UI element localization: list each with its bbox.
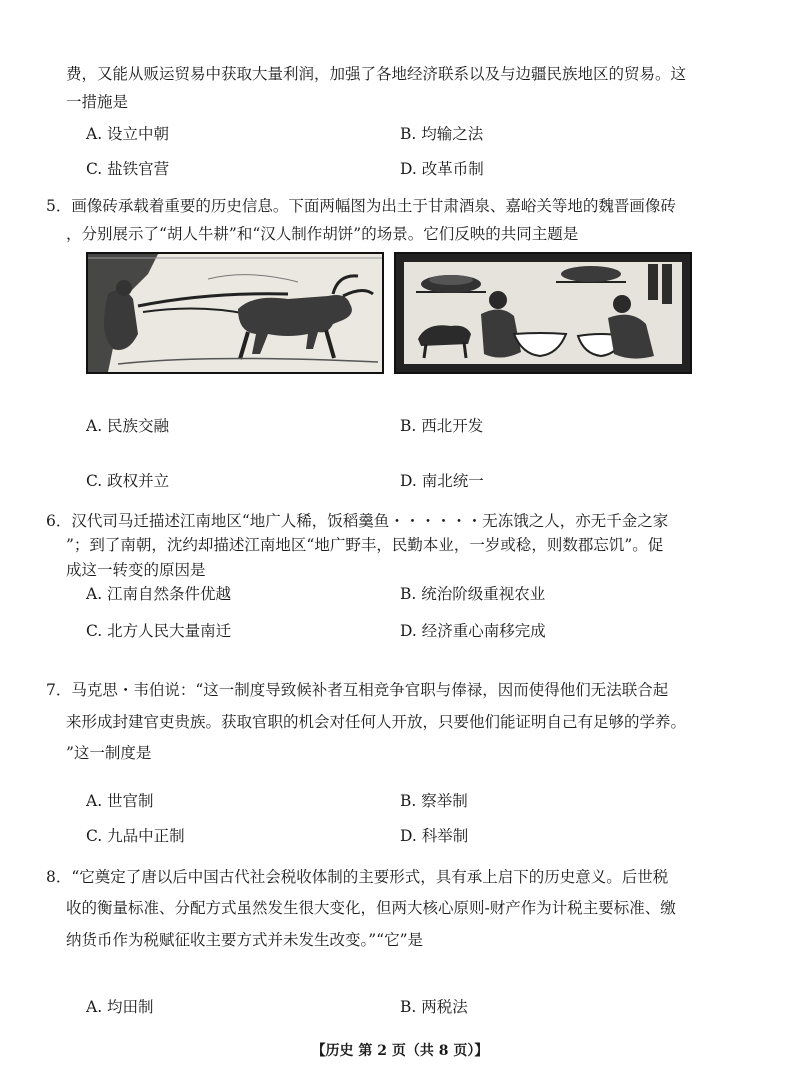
q5-line-2: ，分别展示了“胡人牛耕”和“汉人制作胡饼”的场景。它们反映的共同主题是 (66, 225, 579, 243)
q7-option-a: A. 世官制 (86, 792, 154, 810)
q7-line-3: ”这一制度是 (66, 744, 152, 762)
q8-option-a: A. 均田制 (86, 998, 154, 1016)
q5-option-c: C. 政权并立 (86, 472, 170, 490)
q7-line-2: 来形成封建官吏贵族。获取官职的机会对任何人开放，只要他们能证明自己有足够的学养。 (66, 713, 687, 731)
q5-line-1: 5．画像砖承载着重要的历史信息。下面两幅图为出土于甘肃酒泉、嘉峪关等地的魏晋画像砖 (46, 197, 676, 215)
q6-line-1: 6．汉代司马迁描述江南地区“地广人稀，饭稻羹鱼・・・・・・无冻饿之人，亦无千金之家 (46, 512, 669, 530)
q7-option-c: C. 九品中正制 (86, 827, 185, 845)
q6-option-d: D. 经济重心南移完成 (400, 622, 546, 640)
q5-option-a: A. 民族交融 (86, 417, 170, 435)
q4-option-c: C. 盐铁官营 (86, 160, 170, 178)
ox-plowing-brick-image (86, 252, 384, 374)
q7-option-b: B. 察举制 (400, 792, 468, 810)
q7-line-1: 7．马克思・韦伯说：“这一制度导致候补者互相竞争官职与俸禄，因而使得他们无法联合起 (46, 681, 669, 699)
q8-line-1: 8．“它奠定了唐以后中国古代社会税收体制的主要形式，具有承上启下的历史意义。后世税 (46, 868, 669, 886)
q8-line-3: 纳货币作为税赋征收主要方式并未发生改变。”“它”是 (66, 931, 424, 949)
q7-option-d: D. 科举制 (400, 827, 469, 845)
q4-option-a: A. 设立中朝 (86, 125, 170, 143)
q4-line-2: 一措施是 (66, 93, 129, 111)
q8-option-b: B. 两税法 (400, 998, 468, 1016)
q6-line-3: 成这一转变的原因是 (66, 561, 206, 579)
baking-bread-brick-image (394, 252, 692, 374)
q6-line-2: ”；到了南朝，沈约却描述江南地区“地广野丰，民勤本业，一岁或稔，则数郡忘饥”。促 (66, 536, 664, 554)
q6-option-a: A. 江南自然条件优越 (86, 585, 232, 603)
q4-option-b: B. 均输之法 (400, 125, 484, 143)
q6-option-b: B. 统治阶级重视农业 (400, 585, 546, 603)
q5-option-d: D. 南北统一 (400, 472, 484, 490)
q5-option-b: B. 西北开发 (400, 417, 484, 435)
page-footer: 【历史 第 2 页（共 8 页）】 (311, 1043, 489, 1059)
q4-option-d: D. 改革币制 (400, 160, 484, 178)
q4-line-1: 费，又能从贩运贸易中获取大量利润，加强了各地经济联系以及与边疆民族地区的贸易。这 (66, 65, 687, 83)
q6-option-c: C. 北方人民大量南迁 (86, 622, 232, 640)
q8-line-2: 收的衡量标准、分配方式虽然发生很大变化，但两大核心原则-财产作为计税主要标准、缴 (66, 899, 676, 917)
